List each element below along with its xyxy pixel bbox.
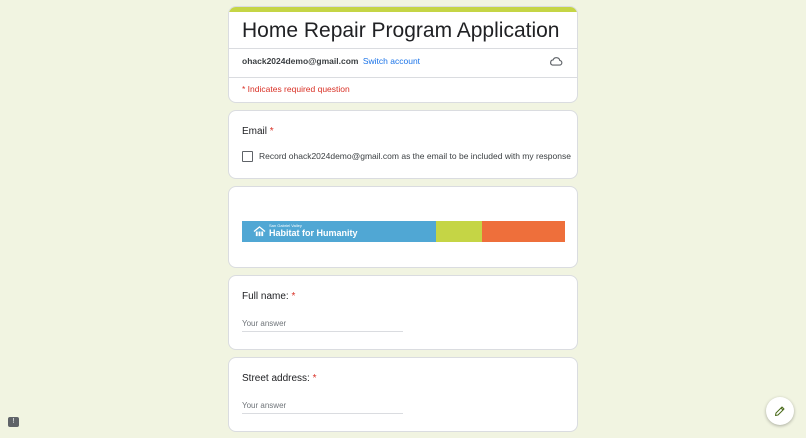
street-address-question-card [228,357,578,432]
required-star: * [269,126,274,137]
required-star: * [291,291,296,302]
cloud-saved-icon[interactable] [549,55,563,67]
image-banner-card [228,186,578,268]
header-divider-2 [229,77,577,78]
edit-form-button[interactable] [766,397,794,425]
email-question-card [228,110,578,179]
full-name-question-card [228,275,578,350]
full-name-question-title [242,291,295,302]
logo-text: Habitat for Humanity [269,228,358,238]
required-question-note: * Indicates required question [242,84,350,94]
banner-orange-segment [482,221,565,242]
record-email-label[interactable]: Record ohack2024demo@gmail.com as the email to be included with my response [259,151,571,161]
full-name-label: Full name: [242,291,289,302]
switch-account-link[interactable]: Switch account [362,56,421,66]
street-address-input[interactable]: Your answer [242,401,403,414]
header-divider [229,48,577,49]
banner-blue-segment [242,221,436,242]
email-label: Email [242,126,268,137]
banner-green-segment [436,221,482,242]
feedback-icon[interactable]: ! [8,417,19,427]
full-name-input[interactable]: Your answer [242,319,403,332]
form-title: Home Repair Program Application [242,19,560,42]
street-address-question-title [242,373,317,384]
street-address-label: Street address: [242,373,310,384]
account-email: ohack2024demo@gmail.com [242,56,359,66]
record-email-checkbox[interactable] [242,151,253,162]
habitat-banner [242,221,565,242]
form-header-card [228,6,578,103]
account-row [242,56,420,66]
pencil-icon [774,405,786,417]
theme-accent-bar [229,7,577,12]
logo-chapter-text: San Gabriel Valley [269,223,302,228]
email-question-title [242,126,274,137]
house-logo-icon [253,226,266,237]
required-star: * [312,373,317,384]
